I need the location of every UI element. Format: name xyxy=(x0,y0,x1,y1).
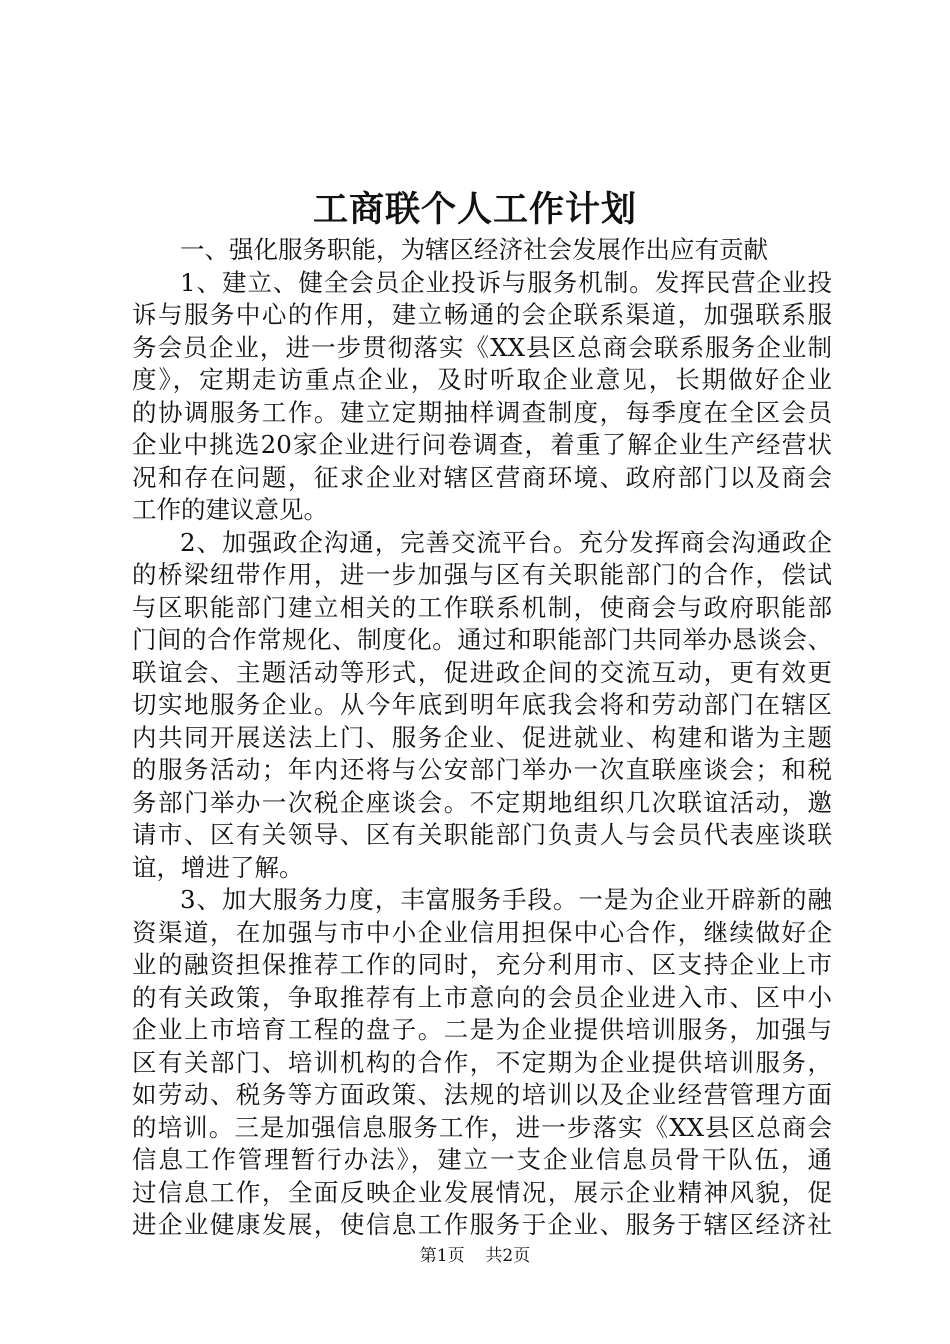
document-title: 工商联个人工作计划 xyxy=(312,189,637,230)
paragraph-line: 区有关部门、培训机构的合作，不定期为企业提供培训服务， xyxy=(132,1047,832,1077)
paragraph-line: 信息工作管理暂行办法》，建立一支企业信息员骨干队伍，通 xyxy=(132,1145,832,1174)
paragraph-line: 1、建立、健全会员企业投诉与服务机制。发挥民营企业投 xyxy=(180,267,832,297)
paragraph-line: 况和存在问题，征求企业对辖区营商环境、政府部门以及商会 xyxy=(132,462,832,492)
paragraph-line: 务会员企业，进一步贯彻落实《XX县区总商会联系服务企业制 xyxy=(132,332,832,362)
paragraph-line: 的桥梁纽带作用，进一步加强与区有关职能部门的合作，偿试 xyxy=(132,560,832,589)
paragraph-line: 工作的建议意见。 xyxy=(132,495,328,524)
paragraph-line: 内共同开展送法上门、服务企业、促进就业、构建和谐为主题 xyxy=(132,722,832,752)
paragraph-line: 联谊会、主题活动等形式，促进政企间的交流互动，更有效更 xyxy=(132,657,832,687)
paragraph-line: 谊，增进了解。 xyxy=(132,852,304,882)
page-number: 第1页 xyxy=(419,1246,465,1266)
paragraph-line: 门间的合作常规化、制度化。通过和职能部门共同举办恳谈会、 xyxy=(132,625,832,654)
paragraph-line: 过信息工作，全面反映企业发展情况，展示企业精神风貌，促 xyxy=(132,1177,832,1207)
paragraph-line: 3、加大服务力度，丰富服务手段。一是为企业开辟新的融 xyxy=(180,885,832,914)
paragraph-line: 切实地服务企业。从今年底到明年底我会将和劳动部门在辖区 xyxy=(132,690,832,719)
paragraph-line: 企业中挑选20家企业进行问卷调查，着重了解企业生产经营状 xyxy=(132,430,832,459)
paragraph-line: 与区职能部门建立相关的工作联系机制，使商会与政府职能部 xyxy=(132,592,832,622)
paragraph-line: 2、加强政企沟通，完善交流平台。充分发挥商会沟通政企 xyxy=(180,527,832,557)
paragraph-line: 度》，定期走访重点企业，及时听取企业意见，长期做好企业 xyxy=(132,365,832,394)
paragraph-line: 企业上市培育工程的盘子。二是为企业提供培训服务，加强与 xyxy=(132,1015,832,1044)
paragraph-line: 的有关政策，争取推荐有上市意向的会员企业进入市、区中小 xyxy=(132,982,832,1012)
document-body xyxy=(132,234,832,1242)
paragraph-line: 的培训。三是加强信息服务工作，进一步落实《XX县区总商会 xyxy=(132,1112,832,1142)
paragraph-line: 进企业健康发展，使信息工作服务于企业、服务于辖区经济社 xyxy=(132,1210,832,1239)
paragraph-line: 诉与服务中心的作用，建立畅通的会企联系渠道，加强联系服 xyxy=(132,300,832,329)
paragraph-line: 资渠道，在加强与市中小企业信用担保中心合作，继续做好企 xyxy=(132,917,832,947)
paragraph-line: 请市、区有关领导、区有关职能部门负责人与会员代表座谈联 xyxy=(132,820,832,849)
section-heading: 一、强化服务职能，为辖区经济社会发展作出应有贡献 xyxy=(180,235,768,264)
page-total: 共2页 xyxy=(485,1246,531,1266)
paragraph-line: 的协调服务工作。建立定期抽样调查制度，每季度在全区会员 xyxy=(132,397,832,427)
paragraph-line: 业的融资担保推荐工作的同时，充分利用市、区支持企业上市 xyxy=(132,950,832,979)
paragraph-line: 如劳动、税务等方面政策、法规的培训以及企业经营管理方面 xyxy=(132,1080,832,1109)
paragraph-line: 的服务活动；年内还将与公安部门举办一次直联座谈会；和税 xyxy=(132,755,832,784)
page-footer xyxy=(0,1245,950,1267)
paragraph-line: 务部门举办一次税企座谈会。不定期地组织几次联谊活动，邀 xyxy=(132,787,832,817)
